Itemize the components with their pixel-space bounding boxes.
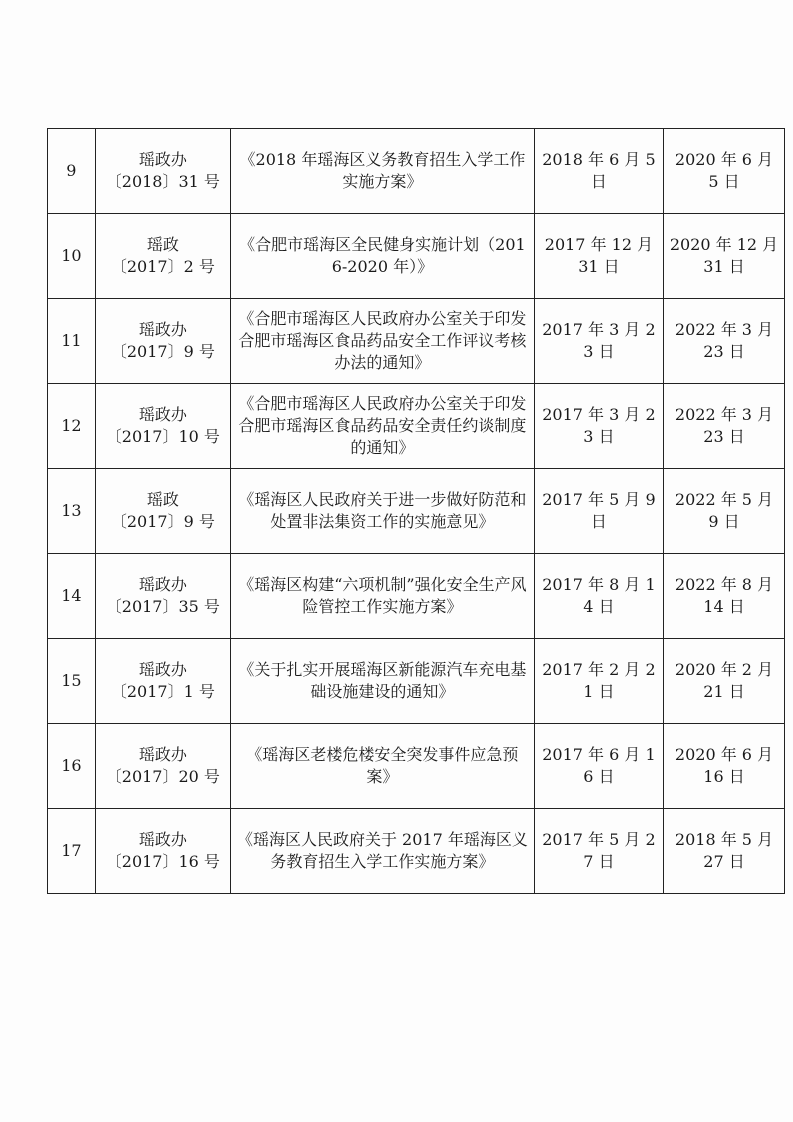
row-number: 14 (48, 554, 96, 639)
table-row (48, 299, 785, 384)
effective-date: 2017 年 5 月 9 日 (534, 469, 663, 554)
document-number (95, 299, 230, 384)
document-title: 《瑶海区人民政府关于进一步做好防范和处置非法集资工作的实施意见》 (230, 469, 534, 554)
table-row (48, 554, 785, 639)
document-title: 《合肥市瑶海区人民政府办公室关于印发合肥市瑶海区食品药品安全责任约谈制度的通知》 (230, 384, 534, 469)
expiry-date: 2020 年 6 月 16 日 (663, 724, 784, 809)
document-serial: 〔2017〕20 号 (105, 767, 220, 786)
effective-date: 2017 年 8 月 14 日 (534, 554, 663, 639)
expiry-date: 2020 年 12 月 31 日 (663, 214, 784, 299)
document-serial: 〔2017〕9 号 (110, 512, 215, 531)
document-number (95, 639, 230, 724)
document-issuer: 瑶政办 (138, 660, 187, 679)
expiry-date: 2018 年 5 月 27 日 (663, 809, 784, 894)
document-number (95, 129, 230, 214)
row-number: 15 (48, 639, 96, 724)
row-number: 9 (48, 129, 96, 214)
row-number: 11 (48, 299, 96, 384)
document-title: 《瑶海区人民政府关于 2017 年瑶海区义务教育招生入学工作实施方案》 (230, 809, 534, 894)
expiry-date: 2020 年 6 月 5 日 (663, 129, 784, 214)
expiry-date: 2022 年 8 月 14 日 (663, 554, 784, 639)
document-title: 《合肥市瑶海区全民健身实施计划（2016-2020 年）》 (230, 214, 534, 299)
document-number (95, 469, 230, 554)
document-title: 《2018 年瑶海区义务教育招生入学工作实施方案》 (230, 129, 534, 214)
expiry-date: 2022 年 3 月 23 日 (663, 299, 784, 384)
document-serial: 〔2017〕16 号 (105, 852, 220, 871)
document-number (95, 384, 230, 469)
table-row (48, 639, 785, 724)
table-row (48, 469, 785, 554)
row-number: 10 (48, 214, 96, 299)
document-issuer: 瑶政办 (138, 320, 187, 339)
document-issuer: 瑶政 (146, 490, 179, 509)
document-number (95, 554, 230, 639)
table-row (48, 724, 785, 809)
effective-date: 2017 年 6 月 16 日 (534, 724, 663, 809)
document-title: 《关于扎实开展瑶海区新能源汽车充电基础设施建设的通知》 (230, 639, 534, 724)
effective-date: 2017 年 3 月 23 日 (534, 299, 663, 384)
effective-date: 2017 年 2 月 21 日 (534, 639, 663, 724)
document-title: 《瑶海区老楼危楼安全突发事件应急预案》 (230, 724, 534, 809)
row-number: 16 (48, 724, 96, 809)
expiry-date: 2020 年 2 月 21 日 (663, 639, 784, 724)
effective-date: 2017 年 5 月 27 日 (534, 809, 663, 894)
document-serial: 〔2017〕35 号 (105, 597, 220, 616)
document-serial: 〔2017〕1 号 (110, 682, 215, 701)
document-issuer: 瑶政办 (138, 150, 187, 169)
document-issuer: 瑶政办 (138, 745, 187, 764)
document-number (95, 214, 230, 299)
policy-document-table (47, 128, 785, 894)
effective-date: 2018 年 6 月 5 日 (534, 129, 663, 214)
table-row (48, 129, 785, 214)
document-serial: 〔2017〕10 号 (105, 427, 220, 446)
effective-date: 2017 年 3 月 23 日 (534, 384, 663, 469)
document-serial: 〔2017〕2 号 (110, 257, 215, 276)
table-row (48, 384, 785, 469)
row-number: 17 (48, 809, 96, 894)
expiry-date: 2022 年 5 月 9 日 (663, 469, 784, 554)
document-title: 《瑶海区构建“六项机制”强化安全生产风险管控工作实施方案》 (230, 554, 534, 639)
document-number (95, 724, 230, 809)
document-issuer: 瑶政办 (138, 830, 187, 849)
document-issuer: 瑶政办 (138, 405, 187, 424)
document-issuer: 瑶政办 (138, 575, 187, 594)
document-issuer: 瑶政 (146, 235, 179, 254)
expiry-date: 2022 年 3 月 23 日 (663, 384, 784, 469)
document-title: 《合肥市瑶海区人民政府办公室关于印发合肥市瑶海区食品药品安全工作评议考核办法的通知》 (230, 299, 534, 384)
row-number: 12 (48, 384, 96, 469)
document-serial: 〔2017〕9 号 (110, 342, 215, 361)
document-number (95, 809, 230, 894)
document-serial: 〔2018〕31 号 (105, 172, 220, 191)
table-row (48, 214, 785, 299)
effective-date: 2017 年 12 月 31 日 (534, 214, 663, 299)
row-number: 13 (48, 469, 96, 554)
table-row (48, 809, 785, 894)
